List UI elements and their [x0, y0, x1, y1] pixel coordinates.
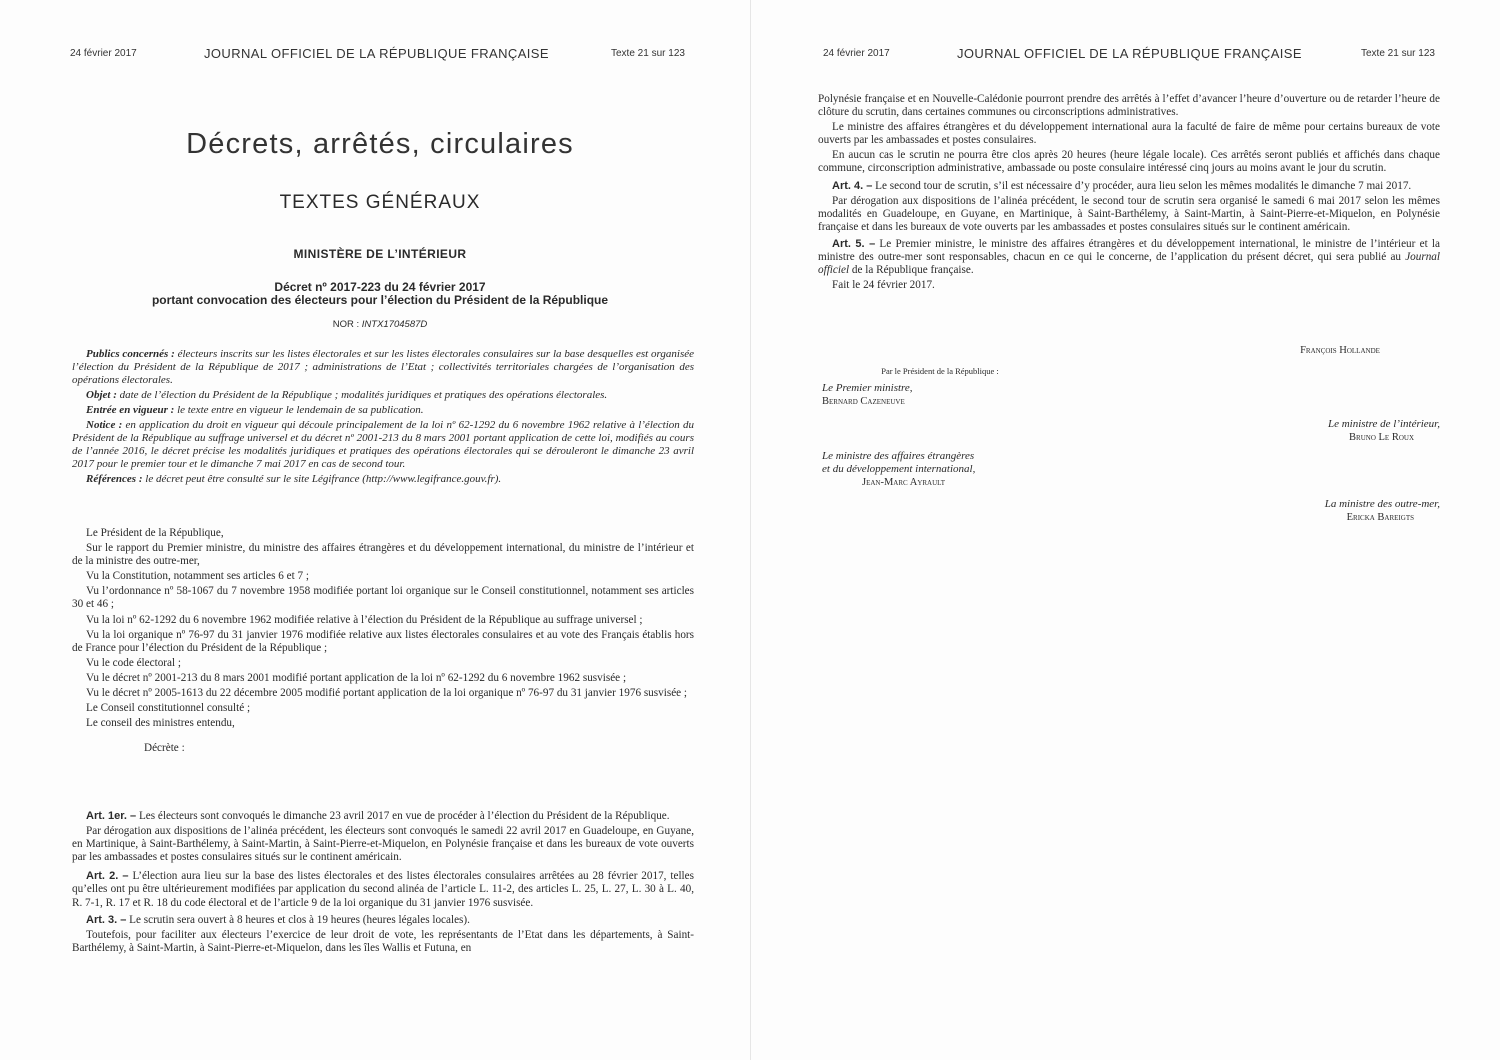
summary-objet	[72, 389, 694, 402]
continuation-paragraph: Polynésie française et en Nouvelle-Calédonie pourront prendre des arrêtés à l’effet d’avancer l’heure d’ouverture ou de retarder l’heure de clôture du scrutin, dans certaines communes ou circonscriptions administratives.	[818, 93, 1440, 119]
left-page-header	[70, 48, 690, 64]
header-date: 24 février 2017	[70, 48, 137, 59]
header-texte-number: Texte 21 sur 123	[611, 48, 685, 59]
visa-line: Le Président de la République,	[86, 527, 224, 539]
articles-block	[72, 810, 694, 957]
nor-label: NOR :	[332, 319, 362, 330]
header-date: 24 février 2017	[823, 48, 890, 59]
article-label: Art. 5. –	[832, 237, 876, 250]
signatory-name: Bruno Le Roux	[1349, 432, 1414, 443]
signature-ministre-affaires-etrangeres	[822, 450, 1052, 489]
paragraph: Le ministre des affaires étrangères et du développement international aura la faculté de faire de même pour certains bureaux de vote ouverts par les ambassades et postes consulaires.	[818, 121, 1440, 147]
decree-title-line1: Décret nº 2017-223 du 24 février 2017	[274, 280, 486, 294]
signatory-title: Le Premier ministre,	[822, 382, 913, 394]
article-4	[818, 180, 1440, 193]
visa-line: Le Conseil constitutionnel consulté ;	[86, 702, 251, 715]
article-label: Art. 4. –	[832, 179, 873, 192]
signature-ministre-interieur	[1220, 418, 1440, 444]
article-label: Art. 1er. –	[86, 810, 137, 822]
signatory-title-2: et du développement international,	[822, 463, 976, 475]
signature-premier-ministre	[822, 382, 1022, 408]
summary-text: électeurs inscrits sur les listes électorales et sur les listes électorales consulaires sur la base desquelles est organisée l’élection du Président de la République de 2017 ; administrations de l’Etat ; collectivités territoriales chargées de l’organisation des opérations électorales.	[72, 348, 694, 386]
visa-line: Vu la loi organique nº 76-97 du 31 janvier 1976 modifiée relative aux listes électorales consulaires et au vote des Français établis hors de France pour l’élection du Président de la République ;	[72, 628, 694, 654]
article-text: Le Premier ministre, le ministre des affaires étrangères et du développement international, le ministre de l’intérieur et la ministre des outre-mer sont responsables, chacun en ce qui le concerne, de l’application du présent décret, qui sera publié au	[818, 237, 1440, 264]
signatory-name: Bernard Cazeneuve	[822, 396, 905, 407]
article-label: Art. 2. –	[86, 870, 129, 883]
article-2	[72, 870, 694, 909]
article-5	[818, 238, 1440, 277]
summary-entree	[72, 404, 694, 417]
summary-publics	[72, 348, 694, 387]
header-journal-title: JOURNAL OFFICIEL DE LA RÉPUBLIQUE FRANÇAISE	[204, 46, 549, 61]
summary-label: Notice :	[86, 419, 123, 431]
visa-line: Sur le rapport du Premier ministre, du ministre des affaires étrangères et du développement international, du ministre de l’intérieur et de la ministre des outre-mer,	[72, 542, 694, 568]
decree-title	[70, 281, 690, 307]
summary-label: Entrée en vigueur :	[86, 404, 175, 416]
right-body	[818, 93, 1440, 294]
visa-line: Le conseil des ministres entendu,	[86, 717, 235, 730]
signatory-name: Ericka Bareigts	[1346, 512, 1414, 523]
visa-line: Vu la loi nº 62-1292 du 6 novembre 1962 modifiée relative à l’élection du Président de la République au suffrage universel ;	[86, 613, 643, 626]
article-1-paragraph-2: Par dérogation aux dispositions de l’alinéa précédent, les électeurs sont convoqués le samedi 22 avril 2017 en Guadeloupe, en Guyane, en Martinique, à Saint-Barthélemy, à Saint-Martin, à Saint-Pierre-et-Miquelon, en Polynésie française et dans les bureaux de vote ouverts par les ambassades et postes consulaires situés sur le continent américain.	[72, 825, 694, 864]
ministry-title: MINISTÈRE DE L’INTÉRIEUR	[293, 247, 467, 261]
journal-officiel-italic: Journal officiel	[818, 251, 1440, 277]
decree-title-line2: portant convocation des électeurs pour l’élection du Président de la République	[151, 293, 609, 307]
article-text: Les électeurs sont convoqués le dimanche 23 avril 2017 en vue de procéder à l’élection du Président de la République.	[136, 810, 670, 822]
summary-label: Références :	[86, 473, 143, 485]
article-3	[72, 914, 694, 927]
nor-reference	[70, 319, 690, 330]
visas-block	[72, 527, 694, 757]
summary-text: le texte entre en vigueur le lendemain de sa publication.	[174, 404, 424, 416]
header-texte-number: Texte 21 sur 123	[1361, 48, 1435, 59]
fait-le-date: Fait le 24 février 2017.	[832, 279, 935, 292]
summary-references	[72, 473, 694, 486]
summary-notice	[72, 419, 694, 471]
article-4-paragraph-2: Par dérogation aux dispositions de l’alinéa précédent, le second tour de scrutin sera organisé le samedi 6 mai 2017 selon les mêmes modalités en Guadeloupe, en Guyane, en Martinique, à Saint-Barthélemy, à Saint-Martin, à Saint-Pierre-et-Miquelon, en Polynésie française et dans les bureaux de vote ouverts par les ambassades et postes consulaires situés sur le continent américain.	[818, 194, 1440, 233]
visa-line: Vu le code électoral ;	[86, 656, 181, 669]
subsection-title: TEXTES GÉNÉRAUX	[279, 192, 481, 213]
summary-label: Objet :	[86, 389, 117, 401]
section-title: Décrets, arrêtés, circulaires	[186, 128, 574, 160]
signatory-name: Jean-Marc Ayrault	[862, 477, 946, 488]
summary-block	[72, 348, 694, 488]
article-1	[72, 810, 694, 823]
article-label: Art. 3. –	[86, 913, 127, 926]
right-page-header	[823, 48, 1443, 64]
par-le-president: Par le Président de la République :	[881, 366, 999, 376]
signature-president: François Hollande	[1300, 345, 1380, 356]
summary-text: en application du droit en vigueur qui découle principalement de la loi nº 62-1292 du 6 novembre 1962 relative à l’élection du Président de la République au suffrage universel et du décret nº 2001-213 du 8 mars 2001 portant application de cette loi, modifiés au cours de l’année 2016, le décret précise les modalités juridiques et pratiques des opérations électorales qui se dérouleront le dimanche 23 avril 2017 pour le premier tour et le dimanche 7 mai 2017 en cas de second tour.	[72, 419, 695, 470]
article-3-paragraph-2: Toutefois, pour faciliter aux électeurs l’exercice de leur droit de vote, les représentants de l’Etat dans les départements, à Saint-Barthélemy, à Saint-Martin, à Saint-Pierre-et-Miquelon, dans les îles Wallis et Futuna, en	[72, 928, 694, 954]
signatory-title: Le ministre de l’intérieur,	[1327, 418, 1440, 430]
article-text-end: de la République française.	[849, 264, 974, 277]
article-text: L’élection aura lieu sur la base des listes électorales et des listes électorales consulaires arrêtées au 28 février 2017, telles qu’elles ont pu être ultérieurement modifiées par application du second alinéa de l’article L. 11-2, des articles L. 25, L. 27, L. 30 à L. 40, R. 7-1, R. 17 et R. 18 du code électoral et de l’article 9 de la loi organique du 31 janvier 1976 susvisée.	[72, 870, 694, 909]
paragraph: En aucun cas le scrutin ne pourra être clos après 20 heures (heure légale locale). Ces arrêtés seront publiés et affichés dans chaque commune, circonscription administrative, ambassade ou poste consulaire intéressé cinq jours au moins avant le jour du scrutin.	[818, 149, 1440, 175]
summary-text: date de l’élection du Président de la République ; modalités juridiques et pratiques des opérations électorales.	[116, 389, 608, 401]
visa-line: Vu le décret nº 2005-1613 du 22 décembre 2005 modifié portant application de la loi organique nº 76-97 du 31 janvier 1976 susvisée ;	[86, 687, 688, 700]
header-journal-title: JOURNAL OFFICIEL DE LA RÉPUBLIQUE FRANÇAISE	[957, 46, 1302, 61]
decrete-line: Décrète :	[144, 742, 185, 755]
summary-text: le décret peut être consulté sur le site Légifrance (http://www.legifrance.gouv.fr).	[142, 473, 502, 485]
visa-line: Vu la Constitution, notamment ses articles 6 et 7 ;	[86, 570, 310, 583]
article-text: Le scrutin sera ouvert à 8 heures et clos à 19 heures (heures légales locales).	[126, 913, 470, 926]
signatory-title: La ministre des outre-mer,	[1324, 498, 1440, 510]
signatory-title: Le ministre des affaires étrangères	[822, 450, 975, 462]
nor-value: INTX1704587D	[361, 319, 428, 330]
signature-ministre-outre-mer	[1220, 498, 1440, 524]
visa-line: Vu le décret nº 2001-213 du 8 mars 2001 modifié portant application de la loi nº 62-1292 du 6 novembre 1962 susvisée ;	[86, 671, 627, 684]
summary-label: Publics concernés :	[86, 348, 175, 360]
article-text: Le second tour de scrutin, s’il est nécessaire d’y procéder, aura lieu selon les mêmes modalités le dimanche 7 mai 2017.	[872, 179, 1412, 192]
visa-line: Vu l’ordonnance nº 58-1067 du 7 novembre 1958 modifiée portant loi organique sur le Conseil constitutionnel, notamment ses articles 30 et 46 ;	[72, 585, 694, 611]
